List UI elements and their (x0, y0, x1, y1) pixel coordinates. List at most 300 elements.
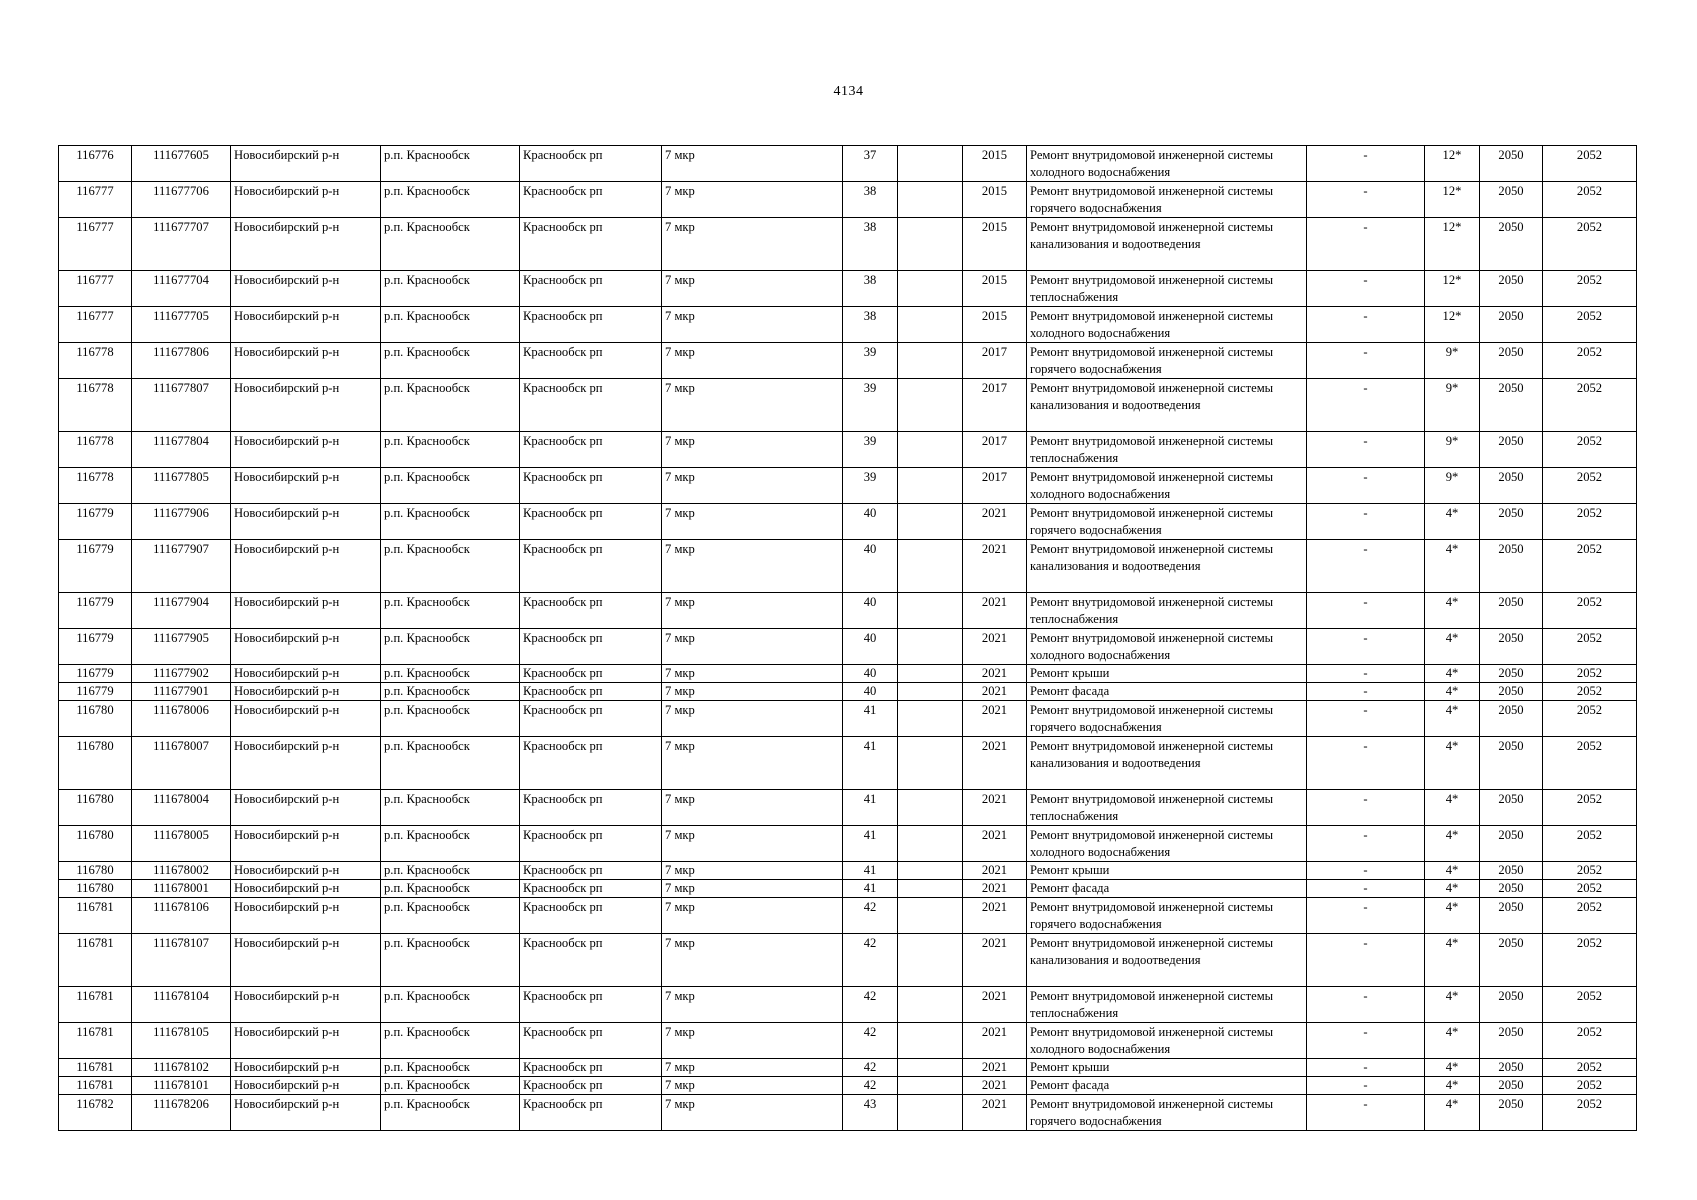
house-number-cell: 42 (843, 1059, 898, 1077)
last-repair-cell: - (1307, 146, 1425, 182)
house-id-cell: 116782 (59, 1095, 132, 1131)
district-cell: Новосибирский р-н (231, 880, 381, 898)
last-repair-cell: - (1307, 593, 1425, 629)
house-id-cell: 116778 (59, 468, 132, 504)
locality-cell: Краснообск рп (520, 218, 662, 271)
district-cell: Новосибирский р-н (231, 593, 381, 629)
plan-start-cell: 2050 (1480, 146, 1543, 182)
work-id-cell: 111678106 (132, 898, 231, 934)
plan-start-cell: 2050 (1480, 826, 1543, 862)
district-cell: Новосибирский р-н (231, 683, 381, 701)
house-number-cell: 41 (843, 862, 898, 880)
house-number-cell: 40 (843, 683, 898, 701)
street-cell: 7 мкр (662, 468, 843, 504)
plan-end-cell: 2052 (1543, 593, 1637, 629)
house-number-cell: 42 (843, 987, 898, 1023)
registry-table (58, 145, 1637, 1131)
district-cell: Новосибирский р-н (231, 1023, 381, 1059)
house-number-cell: 38 (843, 271, 898, 307)
plan-end-cell: 2052 (1543, 1077, 1637, 1095)
house-number-cell: 41 (843, 880, 898, 898)
commission-year-cell: 2015 (963, 218, 1027, 271)
building-cell (898, 1095, 963, 1131)
plan-start-cell: 2050 (1480, 665, 1543, 683)
commission-year-cell: 2017 (963, 468, 1027, 504)
work-type-cell: Ремонт внутридомовой инженерной системы канализования и водоотведения (1027, 737, 1307, 790)
work-type-cell: Ремонт внутридомовой инженерной системы холодного водоснабжения (1027, 307, 1307, 343)
work-type-cell: Ремонт внутридомовой инженерной системы холодного водоснабжения (1027, 468, 1307, 504)
table-row (59, 540, 1637, 593)
table-row (59, 182, 1637, 218)
house-number-cell: 38 (843, 307, 898, 343)
house-number-cell: 39 (843, 379, 898, 432)
last-repair-cell: - (1307, 862, 1425, 880)
work-type-cell: Ремонт фасада (1027, 1077, 1307, 1095)
floors-cell: 4* (1425, 862, 1480, 880)
work-id-cell: 111677807 (132, 379, 231, 432)
work-type-cell: Ремонт внутридомовой инженерной системы холодного водоснабжения (1027, 826, 1307, 862)
street-cell: 7 мкр (662, 790, 843, 826)
district-cell: Новосибирский р-н (231, 307, 381, 343)
work-id-cell: 111678006 (132, 701, 231, 737)
locality-cell: Краснообск рп (520, 629, 662, 665)
building-cell (898, 146, 963, 182)
table-row (59, 665, 1637, 683)
floors-cell: 4* (1425, 934, 1480, 987)
last-repair-cell: - (1307, 987, 1425, 1023)
last-repair-cell: - (1307, 898, 1425, 934)
commission-year-cell: 2021 (963, 898, 1027, 934)
locality-cell: Краснообск рп (520, 701, 662, 737)
plan-start-cell: 2050 (1480, 862, 1543, 880)
floors-cell: 12* (1425, 218, 1480, 271)
locality-cell: Краснообск рп (520, 826, 662, 862)
table-row (59, 146, 1637, 182)
commission-year-cell: 2015 (963, 182, 1027, 218)
building-cell (898, 862, 963, 880)
locality-cell: Краснообск рп (520, 271, 662, 307)
district-cell: Новосибирский р-н (231, 1077, 381, 1095)
commission-year-cell: 2021 (963, 629, 1027, 665)
street-cell: 7 мкр (662, 307, 843, 343)
table-row (59, 271, 1637, 307)
plan-start-cell: 2050 (1480, 379, 1543, 432)
settlement-cell: р.п. Краснообск (381, 146, 520, 182)
street-cell: 7 мкр (662, 737, 843, 790)
floors-cell: 4* (1425, 683, 1480, 701)
commission-year-cell: 2015 (963, 271, 1027, 307)
plan-end-cell: 2052 (1543, 218, 1637, 271)
locality-cell: Краснообск рп (520, 468, 662, 504)
building-cell (898, 432, 963, 468)
table-row (59, 1059, 1637, 1077)
street-cell: 7 мкр (662, 432, 843, 468)
plan-start-cell: 2050 (1480, 880, 1543, 898)
table-row (59, 343, 1637, 379)
house-id-cell: 116780 (59, 701, 132, 737)
commission-year-cell: 2021 (963, 1059, 1027, 1077)
district-cell: Новосибирский р-н (231, 790, 381, 826)
last-repair-cell: - (1307, 468, 1425, 504)
plan-end-cell: 2052 (1543, 737, 1637, 790)
locality-cell: Краснообск рп (520, 1095, 662, 1131)
settlement-cell: р.п. Краснообск (381, 826, 520, 862)
plan-end-cell: 2052 (1543, 146, 1637, 182)
last-repair-cell: - (1307, 343, 1425, 379)
plan-start-cell: 2050 (1480, 271, 1543, 307)
settlement-cell: р.п. Краснообск (381, 468, 520, 504)
plan-start-cell: 2050 (1480, 218, 1543, 271)
district-cell: Новосибирский р-н (231, 1095, 381, 1131)
work-id-cell: 111677805 (132, 468, 231, 504)
building-cell (898, 218, 963, 271)
table-row (59, 379, 1637, 432)
floors-cell: 12* (1425, 182, 1480, 218)
last-repair-cell: - (1307, 218, 1425, 271)
plan-end-cell: 2052 (1543, 987, 1637, 1023)
house-number-cell: 42 (843, 934, 898, 987)
last-repair-cell: - (1307, 271, 1425, 307)
plan-end-cell: 2052 (1543, 826, 1637, 862)
house-id-cell: 116781 (59, 1023, 132, 1059)
table-row (59, 629, 1637, 665)
table-row (59, 826, 1637, 862)
house-id-cell: 116779 (59, 504, 132, 540)
locality-cell: Краснообск рп (520, 432, 662, 468)
work-type-cell: Ремонт крыши (1027, 1059, 1307, 1077)
last-repair-cell: - (1307, 432, 1425, 468)
settlement-cell: р.п. Краснообск (381, 1095, 520, 1131)
house-number-cell: 41 (843, 826, 898, 862)
plan-end-cell: 2052 (1543, 629, 1637, 665)
street-cell: 7 мкр (662, 271, 843, 307)
street-cell: 7 мкр (662, 880, 843, 898)
building-cell (898, 898, 963, 934)
house-id-cell: 116781 (59, 1077, 132, 1095)
settlement-cell: р.п. Краснообск (381, 862, 520, 880)
locality-cell: Краснообск рп (520, 1023, 662, 1059)
street-cell: 7 мкр (662, 146, 843, 182)
floors-cell: 4* (1425, 790, 1480, 826)
street-cell: 7 мкр (662, 182, 843, 218)
commission-year-cell: 2021 (963, 987, 1027, 1023)
plan-start-cell: 2050 (1480, 504, 1543, 540)
floors-cell: 4* (1425, 629, 1480, 665)
floors-cell: 4* (1425, 701, 1480, 737)
last-repair-cell: - (1307, 683, 1425, 701)
page-number: 4134 (833, 84, 864, 99)
floors-cell: 4* (1425, 737, 1480, 790)
settlement-cell: р.п. Краснообск (381, 683, 520, 701)
street-cell: 7 мкр (662, 701, 843, 737)
settlement-cell: р.п. Краснообск (381, 540, 520, 593)
commission-year-cell: 2021 (963, 593, 1027, 629)
building-cell (898, 182, 963, 218)
work-type-cell: Ремонт внутридомовой инженерной системы канализования и водоотведения (1027, 934, 1307, 987)
street-cell: 7 мкр (662, 504, 843, 540)
building-cell (898, 683, 963, 701)
work-id-cell: 111677707 (132, 218, 231, 271)
building-cell (898, 737, 963, 790)
house-number-cell: 39 (843, 343, 898, 379)
commission-year-cell: 2021 (963, 665, 1027, 683)
floors-cell: 9* (1425, 468, 1480, 504)
settlement-cell: р.п. Краснообск (381, 898, 520, 934)
work-id-cell: 111678206 (132, 1095, 231, 1131)
plan-start-cell: 2050 (1480, 987, 1543, 1023)
work-id-cell: 111677904 (132, 593, 231, 629)
plan-end-cell: 2052 (1543, 432, 1637, 468)
work-type-cell: Ремонт внутридомовой инженерной системы холодного водоснабжения (1027, 146, 1307, 182)
settlement-cell: р.п. Краснообск (381, 1077, 520, 1095)
settlement-cell: р.п. Краснообск (381, 343, 520, 379)
table-row (59, 1023, 1637, 1059)
work-type-cell: Ремонт внутридомовой инженерной системы канализования и водоотведения (1027, 540, 1307, 593)
table-row (59, 934, 1637, 987)
work-type-cell: Ремонт внутридомовой инженерной системы горячего водоснабжения (1027, 182, 1307, 218)
plan-end-cell: 2052 (1543, 880, 1637, 898)
floors-cell: 4* (1425, 898, 1480, 934)
building-cell (898, 701, 963, 737)
commission-year-cell: 2021 (963, 540, 1027, 593)
work-type-cell: Ремонт внутридомовой инженерной системы горячего водоснабжения (1027, 898, 1307, 934)
plan-end-cell: 2052 (1543, 1059, 1637, 1077)
work-id-cell: 111677905 (132, 629, 231, 665)
plan-end-cell: 2052 (1543, 1095, 1637, 1131)
district-cell: Новосибирский р-н (231, 898, 381, 934)
settlement-cell: р.п. Краснообск (381, 934, 520, 987)
building-cell (898, 934, 963, 987)
table-row (59, 790, 1637, 826)
plan-end-cell: 2052 (1543, 343, 1637, 379)
table-row (59, 701, 1637, 737)
house-number-cell: 40 (843, 504, 898, 540)
work-type-cell: Ремонт крыши (1027, 665, 1307, 683)
plan-end-cell: 2052 (1543, 468, 1637, 504)
house-id-cell: 116781 (59, 987, 132, 1023)
plan-start-cell: 2050 (1480, 1077, 1543, 1095)
street-cell: 7 мкр (662, 1059, 843, 1077)
building-cell (898, 987, 963, 1023)
house-number-cell: 37 (843, 146, 898, 182)
registry-body (59, 146, 1637, 1131)
work-type-cell: Ремонт внутридомовой инженерной системы холодного водоснабжения (1027, 629, 1307, 665)
house-id-cell: 116780 (59, 737, 132, 790)
work-id-cell: 111677605 (132, 146, 231, 182)
plan-start-cell: 2050 (1480, 432, 1543, 468)
commission-year-cell: 2017 (963, 343, 1027, 379)
district-cell: Новосибирский р-н (231, 218, 381, 271)
commission-year-cell: 2021 (963, 790, 1027, 826)
plan-end-cell: 2052 (1543, 898, 1637, 934)
plan-end-cell: 2052 (1543, 504, 1637, 540)
plan-start-cell: 2050 (1480, 182, 1543, 218)
plan-start-cell: 2050 (1480, 790, 1543, 826)
district-cell: Новосибирский р-н (231, 343, 381, 379)
last-repair-cell: - (1307, 1077, 1425, 1095)
plan-end-cell: 2052 (1543, 862, 1637, 880)
street-cell: 7 мкр (662, 862, 843, 880)
table-row (59, 468, 1637, 504)
building-cell (898, 665, 963, 683)
building-cell (898, 307, 963, 343)
plan-end-cell: 2052 (1543, 701, 1637, 737)
district-cell: Новосибирский р-н (231, 665, 381, 683)
building-cell (898, 593, 963, 629)
locality-cell: Краснообск рп (520, 987, 662, 1023)
floors-cell: 4* (1425, 665, 1480, 683)
district-cell: Новосибирский р-н (231, 540, 381, 593)
house-id-cell: 116777 (59, 218, 132, 271)
settlement-cell: р.п. Краснообск (381, 504, 520, 540)
floors-cell: 4* (1425, 987, 1480, 1023)
locality-cell: Краснообск рп (520, 898, 662, 934)
work-id-cell: 111678007 (132, 737, 231, 790)
work-id-cell: 111677906 (132, 504, 231, 540)
last-repair-cell: - (1307, 379, 1425, 432)
floors-cell: 4* (1425, 880, 1480, 898)
work-type-cell: Ремонт внутридомовой инженерной системы горячего водоснабжения (1027, 504, 1307, 540)
locality-cell: Краснообск рп (520, 307, 662, 343)
plan-start-cell: 2050 (1480, 683, 1543, 701)
plan-end-cell: 2052 (1543, 540, 1637, 593)
commission-year-cell: 2021 (963, 1023, 1027, 1059)
floors-cell: 9* (1425, 343, 1480, 379)
work-type-cell: Ремонт внутридомовой инженерной системы теплоснабжения (1027, 432, 1307, 468)
floors-cell: 12* (1425, 271, 1480, 307)
plan-end-cell: 2052 (1543, 379, 1637, 432)
last-repair-cell: - (1307, 701, 1425, 737)
commission-year-cell: 2021 (963, 934, 1027, 987)
plan-start-cell: 2050 (1480, 540, 1543, 593)
work-id-cell: 111677705 (132, 307, 231, 343)
district-cell: Новосибирский р-н (231, 146, 381, 182)
work-type-cell: Ремонт внутридомовой инженерной системы холодного водоснабжения (1027, 1023, 1307, 1059)
floors-cell: 4* (1425, 1059, 1480, 1077)
last-repair-cell: - (1307, 826, 1425, 862)
settlement-cell: р.п. Краснообск (381, 593, 520, 629)
building-cell (898, 1023, 963, 1059)
district-cell: Новосибирский р-н (231, 737, 381, 790)
work-type-cell: Ремонт внутридомовой инженерной системы теплоснабжения (1027, 987, 1307, 1023)
district-cell: Новосибирский р-н (231, 629, 381, 665)
floors-cell: 12* (1425, 146, 1480, 182)
plan-end-cell: 2052 (1543, 1023, 1637, 1059)
house-id-cell: 116778 (59, 379, 132, 432)
floors-cell: 4* (1425, 1023, 1480, 1059)
plan-start-cell: 2050 (1480, 898, 1543, 934)
commission-year-cell: 2021 (963, 504, 1027, 540)
work-type-cell: Ремонт внутридомовой инженерной системы канализования и водоотведения (1027, 379, 1307, 432)
plan-end-cell: 2052 (1543, 307, 1637, 343)
locality-cell: Краснообск рп (520, 504, 662, 540)
plan-start-cell: 2050 (1480, 468, 1543, 504)
table-row (59, 432, 1637, 468)
locality-cell: Краснообск рп (520, 737, 662, 790)
street-cell: 7 мкр (662, 379, 843, 432)
district-cell: Новосибирский р-н (231, 504, 381, 540)
locality-cell: Краснообск рп (520, 934, 662, 987)
street-cell: 7 мкр (662, 593, 843, 629)
building-cell (898, 504, 963, 540)
house-number-cell: 42 (843, 1023, 898, 1059)
last-repair-cell: - (1307, 934, 1425, 987)
work-id-cell: 111677902 (132, 665, 231, 683)
table-row (59, 593, 1637, 629)
settlement-cell: р.п. Краснообск (381, 665, 520, 683)
house-number-cell: 41 (843, 701, 898, 737)
building-cell (898, 271, 963, 307)
building-cell (898, 826, 963, 862)
plan-start-cell: 2050 (1480, 593, 1543, 629)
street-cell: 7 мкр (662, 540, 843, 593)
building-cell (898, 1077, 963, 1095)
table-row (59, 1077, 1637, 1095)
street-cell: 7 мкр (662, 1077, 843, 1095)
street-cell: 7 мкр (662, 934, 843, 987)
building-cell (898, 790, 963, 826)
commission-year-cell: 2015 (963, 307, 1027, 343)
house-id-cell: 116780 (59, 862, 132, 880)
building-cell (898, 540, 963, 593)
district-cell: Новосибирский р-н (231, 701, 381, 737)
house-id-cell: 116779 (59, 540, 132, 593)
commission-year-cell: 2021 (963, 701, 1027, 737)
settlement-cell: р.п. Краснообск (381, 880, 520, 898)
table-row (59, 504, 1637, 540)
plan-start-cell: 2050 (1480, 1023, 1543, 1059)
table-row (59, 218, 1637, 271)
settlement-cell: р.п. Краснообск (381, 379, 520, 432)
floors-cell: 9* (1425, 379, 1480, 432)
plan-end-cell: 2052 (1543, 790, 1637, 826)
work-id-cell: 111678101 (132, 1077, 231, 1095)
house-number-cell: 41 (843, 737, 898, 790)
floors-cell: 4* (1425, 540, 1480, 593)
plan-start-cell: 2050 (1480, 1059, 1543, 1077)
plan-start-cell: 2050 (1480, 934, 1543, 987)
house-id-cell: 116781 (59, 1059, 132, 1077)
last-repair-cell: - (1307, 880, 1425, 898)
last-repair-cell: - (1307, 307, 1425, 343)
district-cell: Новосибирский р-н (231, 468, 381, 504)
last-repair-cell: - (1307, 540, 1425, 593)
table-row (59, 880, 1637, 898)
house-number-cell: 40 (843, 665, 898, 683)
last-repair-cell: - (1307, 1023, 1425, 1059)
house-id-cell: 116779 (59, 665, 132, 683)
table-row (59, 1095, 1637, 1131)
locality-cell: Краснообск рп (520, 540, 662, 593)
floors-cell: 12* (1425, 307, 1480, 343)
house-number-cell: 42 (843, 1077, 898, 1095)
locality-cell: Краснообск рп (520, 880, 662, 898)
work-id-cell: 111678002 (132, 862, 231, 880)
street-cell: 7 мкр (662, 987, 843, 1023)
plan-end-cell: 2052 (1543, 934, 1637, 987)
locality-cell: Краснообск рп (520, 790, 662, 826)
house-id-cell: 116780 (59, 880, 132, 898)
house-number-cell: 40 (843, 629, 898, 665)
locality-cell: Краснообск рп (520, 1077, 662, 1095)
house-id-cell: 116778 (59, 432, 132, 468)
house-number-cell: 39 (843, 432, 898, 468)
last-repair-cell: - (1307, 737, 1425, 790)
plan-start-cell: 2050 (1480, 343, 1543, 379)
commission-year-cell: 2021 (963, 1077, 1027, 1095)
table-row (59, 862, 1637, 880)
settlement-cell: р.п. Краснообск (381, 307, 520, 343)
